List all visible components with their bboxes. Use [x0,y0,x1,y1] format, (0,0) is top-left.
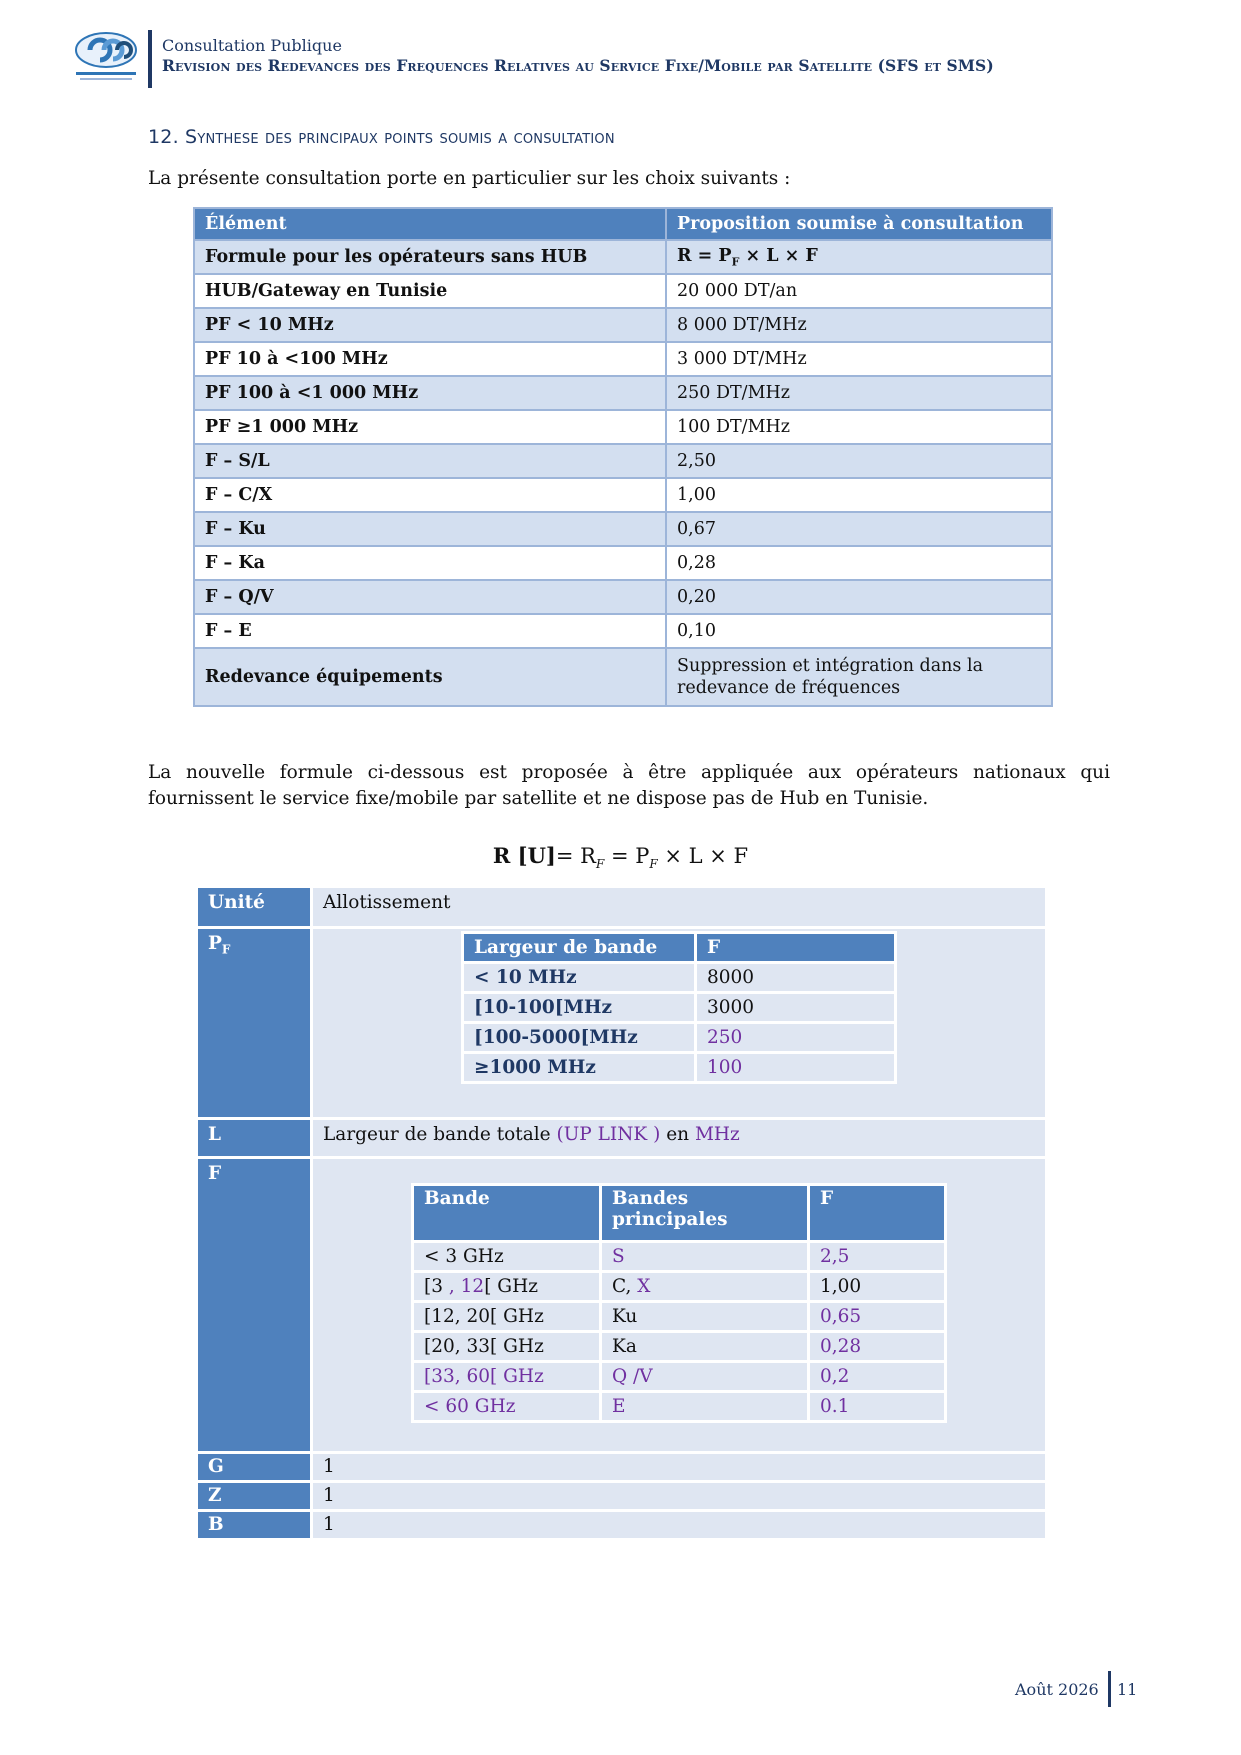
f-bande-part: [3 [424,1276,449,1297]
table-row [197,887,1047,928]
f-bande: [12, 20[ GHz [413,1302,601,1332]
pf-band: [10-100[MHz [463,993,696,1023]
param-value [312,1158,1047,1453]
table-row [197,1453,1047,1482]
f-principales: Ku [601,1302,809,1332]
footer-date: Août 2026 [1015,1680,1099,1699]
f-bande-part: , 12 [448,1276,485,1297]
table-row [194,240,1052,274]
footer-divider [1108,1671,1111,1707]
f-principales-part: X [637,1276,651,1297]
l-unit: MHz [694,1124,740,1145]
formula-part: = P [604,844,650,868]
summary-element: F – Ku [194,512,666,546]
summary-header-proposition: Proposition soumise à consultation [666,208,1052,240]
f-bande: < 60 GHz [413,1392,601,1422]
summary-proposition: 100 DT/MHz [666,410,1052,444]
summary-element: F – E [194,614,666,648]
table-row [194,444,1052,478]
l-text: Largeur de bande totale [323,1124,557,1145]
table-row [194,376,1052,410]
table-row [197,1119,1047,1158]
param-value: Allotissement [312,887,1047,928]
f-value: 1,00 [809,1272,946,1302]
summary-element: Redevance équipements [194,648,666,706]
table-row [413,1242,946,1272]
summary-proposition: 1,00 [666,478,1052,512]
formula-sub: F [595,857,605,872]
summary-proposition: 250 DT/MHz [666,376,1052,410]
formula [0,843,1241,871]
formula-lhs: R [U] [492,843,556,868]
pf-band: ≥1000 MHz [463,1053,696,1083]
summary-proposition: $R = P_F \times L \times F$ [666,240,1052,274]
summary-element: PF < 10 MHz [194,308,666,342]
f-header-f: F [809,1185,946,1242]
table-row [413,1392,946,1422]
summary-element: PF ≥1 000 MHz [194,410,666,444]
param-key-text: P [208,933,222,954]
table-row [194,546,1052,580]
summary-proposition: Suppression et intégration dans la redevance de fréquences [666,648,1052,706]
pf-f: 8000 [696,963,896,993]
param-key: Unité [197,887,312,928]
table-row [194,478,1052,512]
header-doc-title: Revision des Redevances des Frequences Relatives au Service Fixe/Mobile par Satellite (SFS et SMS) [162,56,994,75]
f-bande: < 3 GHz [413,1242,601,1272]
summary-proposition: 2,50 [666,444,1052,478]
table-row [413,1302,946,1332]
param-value [312,1119,1047,1158]
header-divider [148,30,152,88]
summary-element: F – C/X [194,478,666,512]
param-key: F [197,1158,312,1453]
f-value: 0.1 [809,1392,946,1422]
f-bande [413,1272,601,1302]
table-row [463,993,896,1023]
f-principales: S [601,1242,809,1272]
table-row [413,1272,946,1302]
f-principales-part: C, [612,1276,638,1297]
pf-band: < 10 MHz [463,963,696,993]
section-intro: La présente consultation porte en particulier sur les choix suivants : [148,168,791,189]
table-row [194,274,1052,308]
f-table [411,1183,947,1423]
f-bande: [20, 33[ GHz [413,1332,601,1362]
f-bande: [33, 60[ GHz [413,1362,601,1392]
summary-element: Formule pour les opérateurs sans HUB [194,240,666,274]
param-key: B [197,1511,312,1540]
section-title: 12. Synthese des principaux points soumis a consultation [148,126,615,148]
table-row [194,648,1052,706]
pf-f: 100 [696,1053,896,1083]
parameter-table [195,885,1048,1541]
param-key: Z [197,1482,312,1511]
f-value: 2,5 [809,1242,946,1272]
table-row [463,1023,896,1053]
pf-band: [100-5000[MHz [463,1023,696,1053]
summary-element: PF 10 à <100 MHz [194,342,666,376]
pf-f: 250 [696,1023,896,1053]
summary-proposition: 3 000 DT/MHz [666,342,1052,376]
summary-header-element: Élément [194,208,666,240]
param-value: 1 [312,1511,1047,1540]
formula-part: × L × F [657,844,749,868]
table-row [463,963,896,993]
param-value: 1 [312,1482,1047,1511]
pf-f: 3000 [696,993,896,1023]
table-row [197,1482,1047,1511]
table-row [194,410,1052,444]
summary-table [193,207,1053,707]
summary-proposition: 0,20 [666,580,1052,614]
param-key: L [197,1119,312,1158]
pf-table [461,931,897,1084]
table-row [197,1511,1047,1540]
f-principales: Ka [601,1332,809,1362]
table-row [413,1362,946,1392]
f-bande-part: [ GHz [484,1276,538,1297]
param-key-sub: F [221,942,231,957]
formula-sub: F [649,857,658,872]
f-principales [601,1272,809,1302]
summary-proposition: 0,10 [666,614,1052,648]
pf-header-band: Largeur de bande [463,933,696,963]
summary-proposition: 0,28 [666,546,1052,580]
formula-part: = R [555,844,596,868]
f-value: 0,2 [809,1362,946,1392]
f-value: 0,65 [809,1302,946,1332]
param-key [197,928,312,1119]
summary-proposition: 0,67 [666,512,1052,546]
table-row [194,342,1052,376]
formula-paragraph: La nouvelle formule ci-dessous est proposée à être appliquée aux opérateurs nationaux qui fournissent le service fixe/mobile par satellite et ne dispose pas de Hub en Tunisie. [148,762,1110,809]
table-row [463,1053,896,1083]
table-row [194,580,1052,614]
table-row [194,614,1052,648]
f-header-principales: Bandes principales [601,1185,809,1242]
l-text: en [660,1124,695,1145]
summary-element: F – Q/V [194,580,666,614]
table-row [194,308,1052,342]
agency-logo-icon [70,28,142,90]
param-value [312,928,1047,1119]
f-header-bande: Bande [413,1185,601,1242]
table-row [413,1332,946,1362]
f-principales: E [601,1392,809,1422]
summary-element: F – S/L [194,444,666,478]
summary-proposition: 8 000 DT/MHz [666,308,1052,342]
pf-header-f: F [696,933,896,963]
summary-element: HUB/Gateway en Tunisie [194,274,666,308]
f-value: 0,28 [809,1332,946,1362]
summary-proposition: 20 000 DT/an [666,274,1052,308]
f-principales: Q /V [601,1362,809,1392]
table-row [194,512,1052,546]
header-doc-type: Consultation Publique [162,36,342,55]
page-number: 11 [1117,1680,1138,1699]
table-row [197,1158,1047,1453]
summary-element: PF 100 à <1 000 MHz [194,376,666,410]
param-key: G [197,1453,312,1482]
param-value: 1 [312,1453,1047,1482]
table-row [197,928,1047,1119]
l-uplink: (UP LINK ) [556,1124,661,1145]
summary-element: F – Ka [194,546,666,580]
